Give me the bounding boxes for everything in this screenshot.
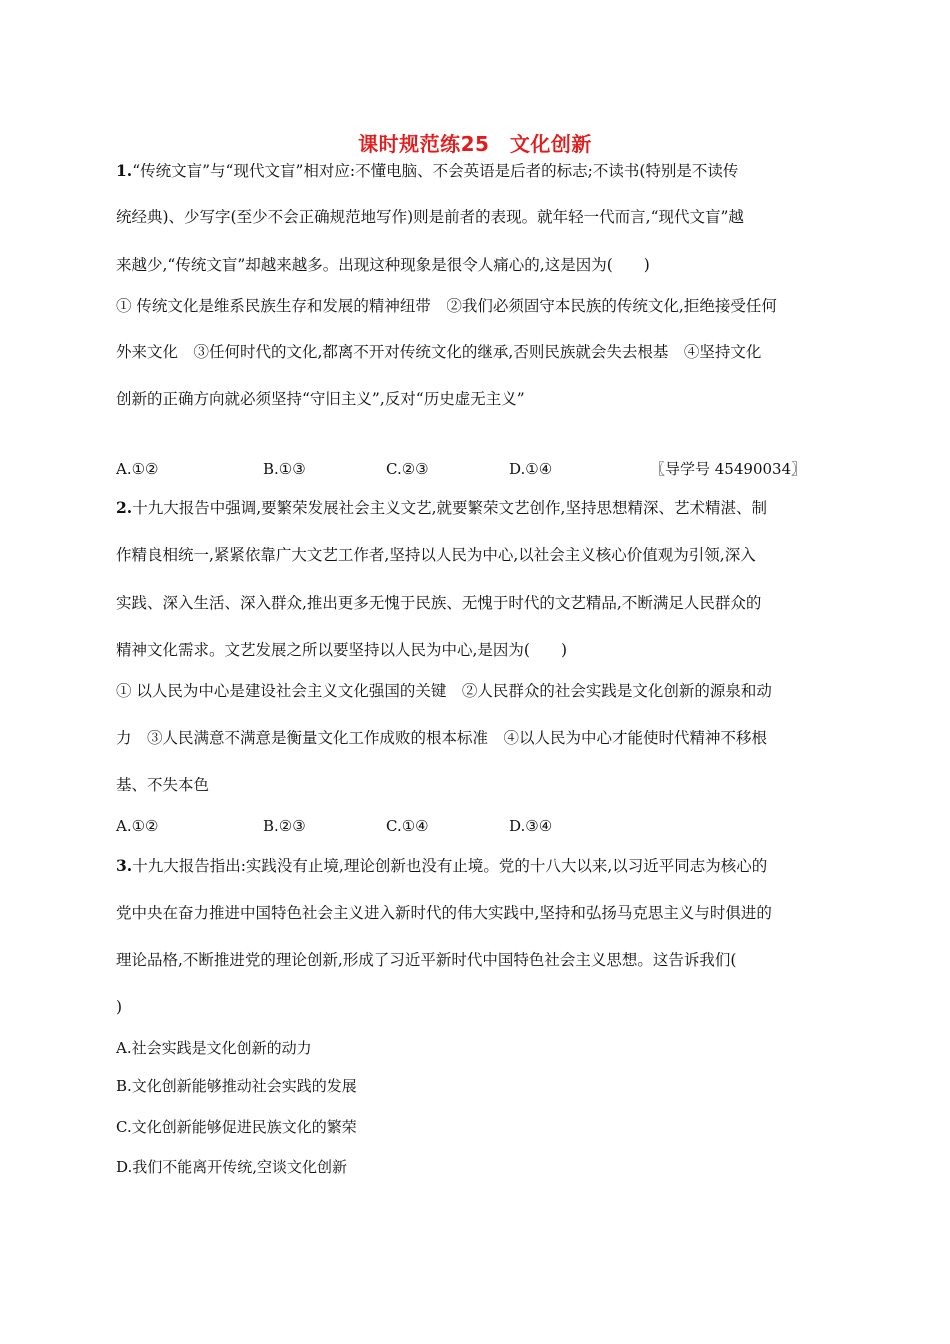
q1-reference-number: 〖导学号 45490034〗 bbox=[650, 460, 807, 478]
q1-number: 1. bbox=[116, 161, 133, 180]
q2-option-c[interactable]: C.①④ bbox=[386, 817, 429, 835]
q2-statement-line-1: ① 以人民为中心是建设社会主义文化强国的关键 ②人民群众的社会实践是文化创新的源泉和动 bbox=[116, 682, 772, 700]
q1-text: “传统文盲”与“现代文盲”相对应:不懂电脑、不会英语是后者的标志;不读书(特别是不读传 bbox=[132, 162, 739, 180]
q2-number: 2. bbox=[116, 498, 133, 517]
q2-line-3: 实践、深入生活、深入群众,推出更多无愧于民族、无愧于时代的文艺精品,不断满足人民群众的 bbox=[116, 594, 762, 612]
q1-option-a[interactable]: A.①② bbox=[116, 460, 159, 478]
q1-option-b[interactable]: B.①③ bbox=[263, 460, 306, 478]
q1-option-c[interactable]: C.②③ bbox=[386, 460, 429, 478]
q3-line-2: 党中央在奋力推进中国特色社会主义进入新时代的伟大实践中,坚持和弘扬马克思主义与时俱进的 bbox=[116, 904, 772, 922]
q1-line-1 bbox=[116, 160, 836, 182]
q1-line-3: 来越少,“传统文盲”却越来越多。出现这种现象是很令人痛心的,这是因为( ) bbox=[116, 256, 650, 274]
q3-option-d[interactable]: D.我们不能离开传统,空谈文化创新 bbox=[116, 1158, 348, 1176]
q3-line-4: ) bbox=[116, 998, 123, 1016]
q2-statement-line-2: 力 ③人民满意不满意是衡量文化工作成败的根本标准 ④以人民为中心才能使时代精神不移根 bbox=[116, 729, 768, 747]
q2-statement-line-3: 基、不失本色 bbox=[116, 776, 210, 794]
q1-line-2: 统经典)、少写字(至少不会正确规范地写作)则是前者的表现。就年轻一代而言,“现代文盲”越 bbox=[116, 208, 744, 226]
page-title: 课时规范练25 文化创新 bbox=[358, 132, 592, 156]
q1-statement-line-2: 外来文化 ③任何时代的文化,都离不开对传统文化的继承,否则民族就会失去根基 ④坚持文化 bbox=[116, 343, 762, 361]
q3-line-1 bbox=[116, 855, 836, 877]
q3-option-c[interactable]: C.文化创新能够促进民族文化的繁荣 bbox=[116, 1118, 357, 1136]
q2-option-d[interactable]: D.③④ bbox=[509, 817, 553, 835]
q2-option-b[interactable]: B.②③ bbox=[263, 817, 306, 835]
q1-option-d[interactable]: D.①④ bbox=[509, 460, 553, 478]
q3-number: 3. bbox=[116, 856, 133, 875]
q3-line-3: 理论品格,不断推进党的理论创新,形成了习近平新时代中国特色社会主义思想。这告诉我们( bbox=[116, 951, 737, 969]
q1-statement-line-1: ① 传统文化是维系民族生存和发展的精神纽带 ②我们必须固守本民族的传统文化,拒绝接受任何 bbox=[116, 297, 777, 315]
q3-option-a[interactable]: A.社会实践是文化创新的动力 bbox=[116, 1039, 312, 1057]
q2-line-4: 精神文化需求。文艺发展之所以要坚持以人民为中心,是因为( ) bbox=[116, 641, 568, 659]
q1-statement-line-3: 创新的正确方向就必须坚持“守旧主义”,反对“历史虚无主义” bbox=[116, 390, 525, 408]
q3-text: 十九大报告指出:实践没有止境,理论创新也没有止境。党的十八大以来,以习近平同志为核心的 bbox=[132, 857, 768, 875]
q2-line-1 bbox=[116, 497, 836, 519]
q2-option-a[interactable]: A.①② bbox=[116, 817, 159, 835]
q3-option-b[interactable]: B.文化创新能够推动社会实践的发展 bbox=[116, 1077, 357, 1095]
q2-line-2: 作精良相统一,紧紧依靠广大文艺工作者,坚持以人民为中心,以社会主义核心价值观为引领,深入 bbox=[116, 546, 756, 564]
q2-text: 十九大报告中强调,要繁荣发展社会主义文艺,就要繁荣文艺创作,坚持思想精深、艺术精湛、制 bbox=[132, 499, 767, 517]
